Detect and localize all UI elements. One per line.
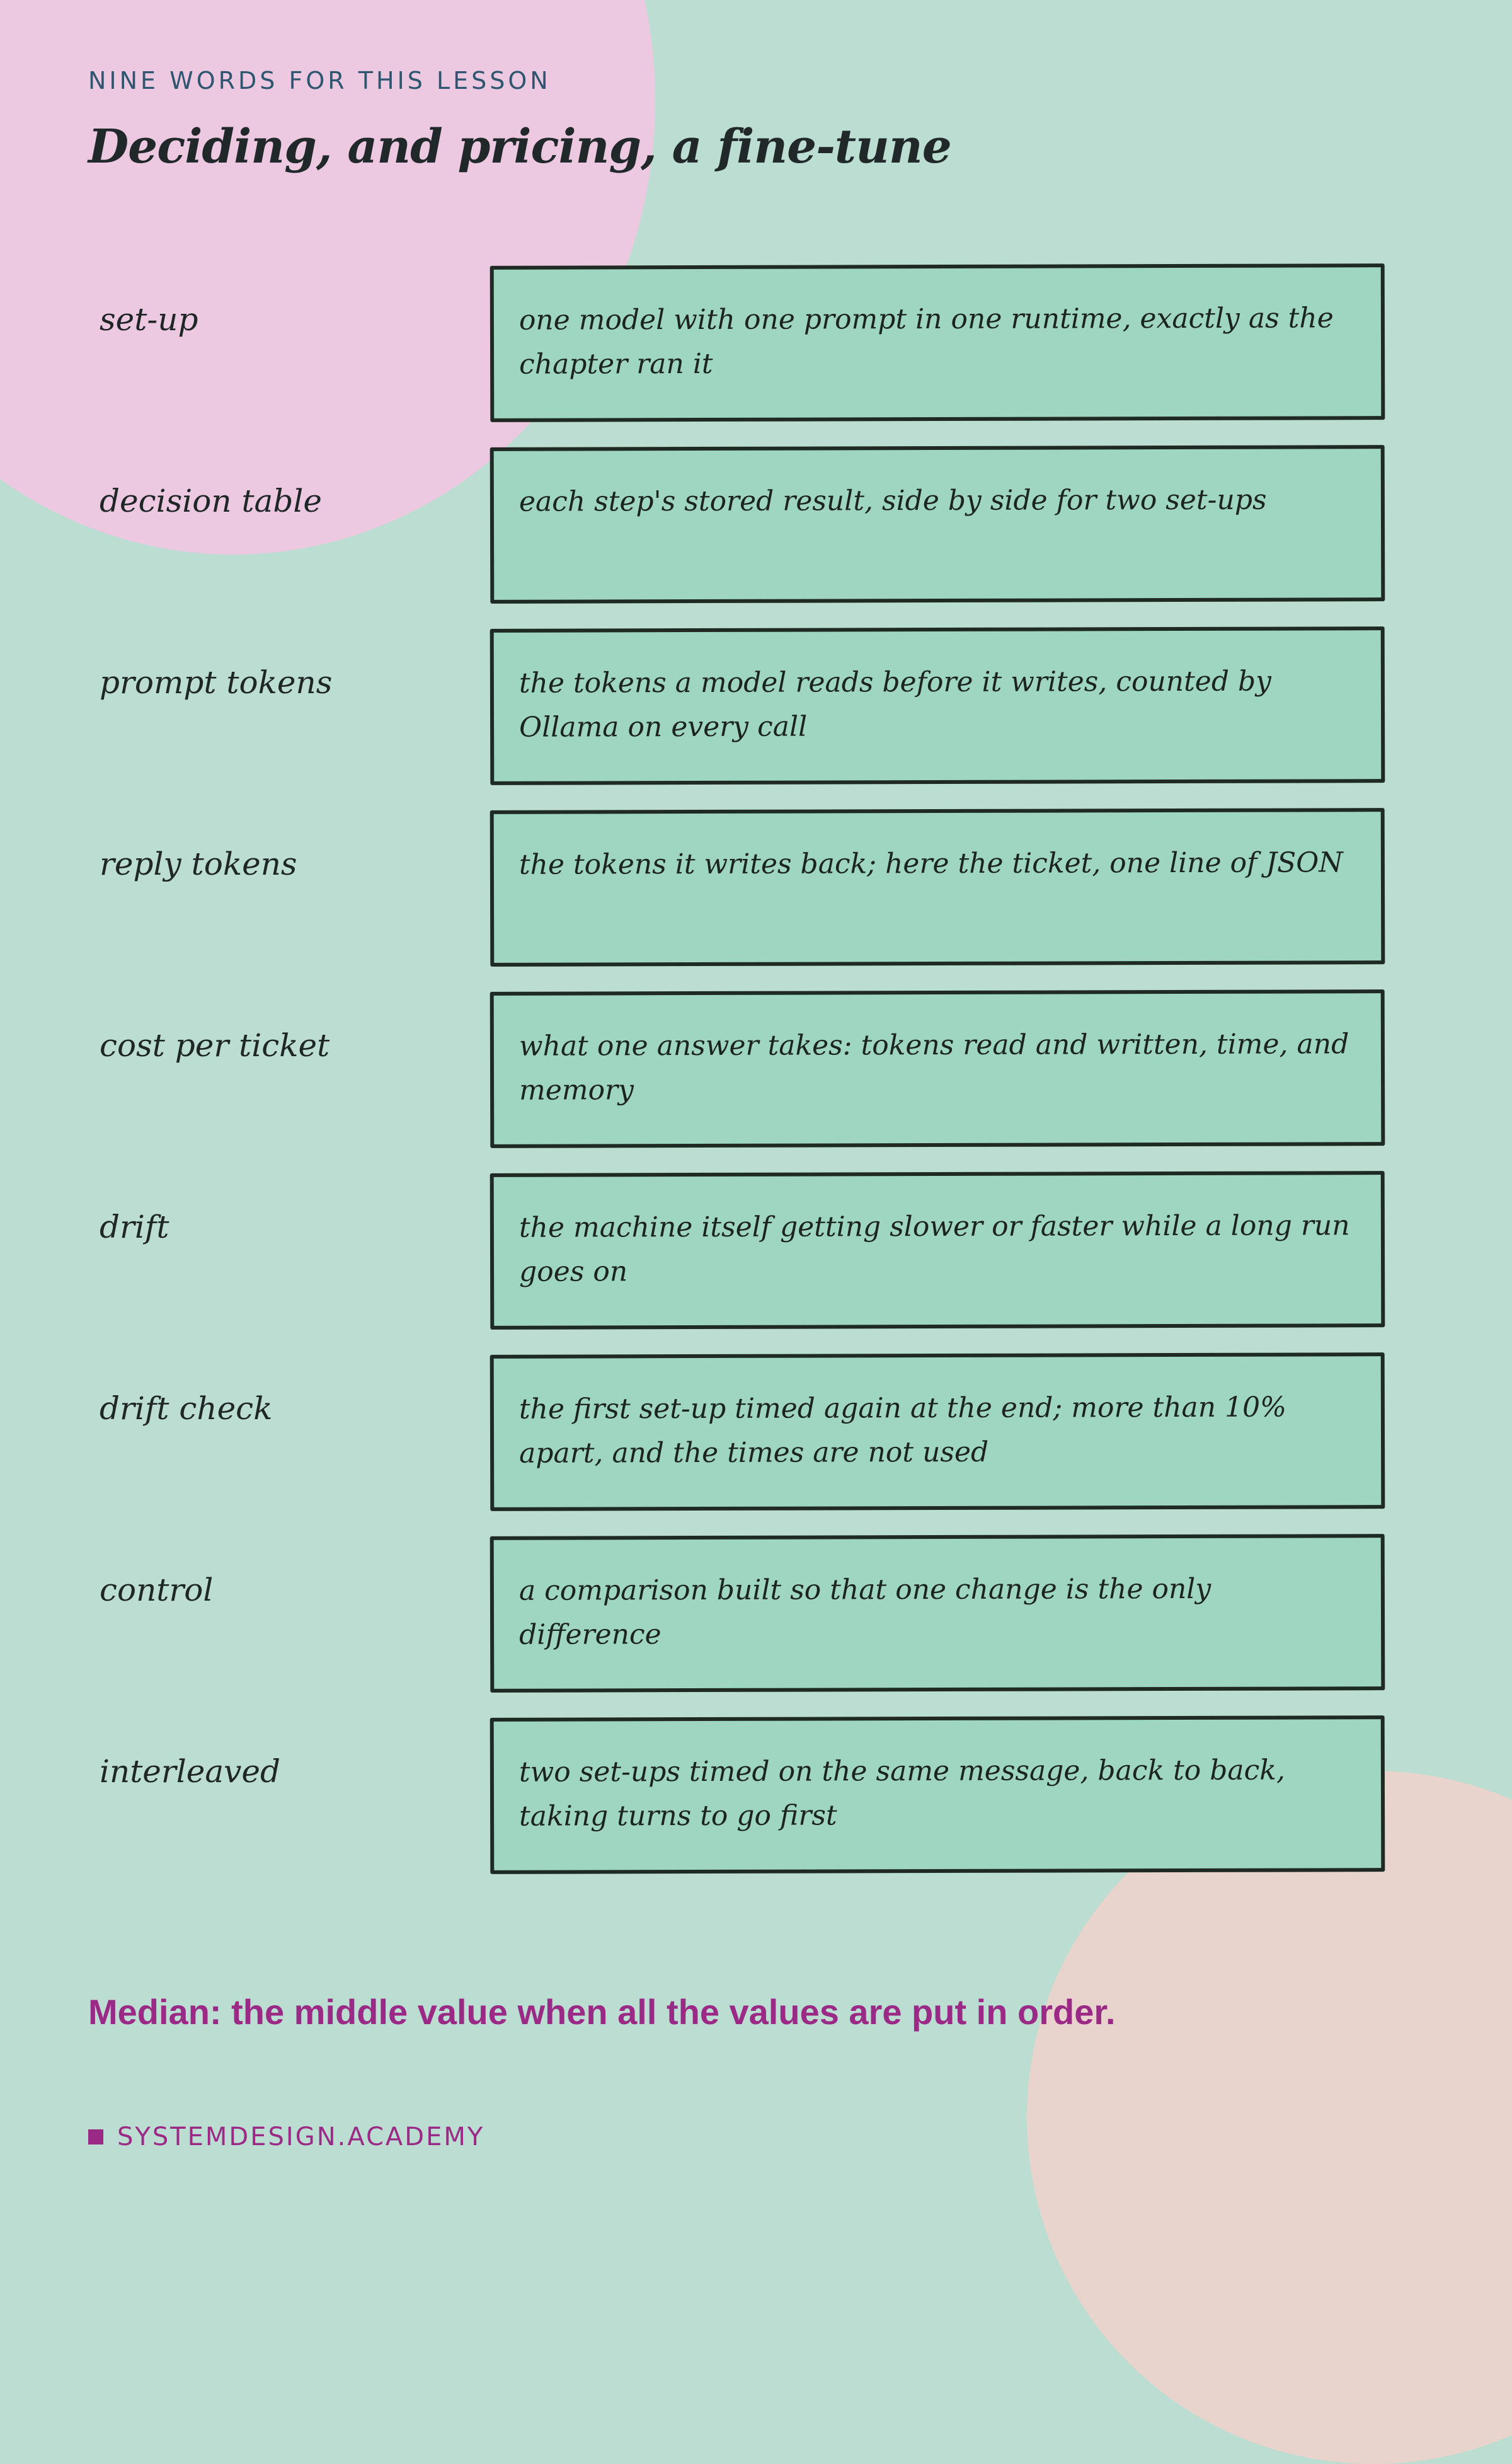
glossary-term: drift xyxy=(100,1209,169,1245)
eyebrow-label: NINE WORDS FOR THIS LESSON xyxy=(88,67,551,95)
definition-card xyxy=(490,808,1385,967)
footer-brand: SYSTEMDESIGN.ACADEMY xyxy=(117,2122,485,2151)
glossary-row xyxy=(0,446,1512,628)
definition-card xyxy=(490,263,1385,422)
glossary-definition: the machine itself getting slower or faster while a long run goes on xyxy=(518,1209,1350,1288)
glossary-term: control xyxy=(100,1572,214,1608)
glossary-term: reply tokens xyxy=(100,846,297,882)
glossary-definition: what one answer takes: tokens read and written, time, and memory xyxy=(518,1028,1349,1107)
glossary-term: drift check xyxy=(100,1390,273,1427)
definition-card xyxy=(490,445,1385,604)
glossary-term: set-up xyxy=(100,301,198,338)
glossary-definition: a comparison built so that one change is the only difference xyxy=(518,1572,1211,1651)
square-icon xyxy=(88,2129,103,2144)
glossary-list xyxy=(0,265,1512,1898)
glossary-row xyxy=(0,628,1512,809)
glossary-row xyxy=(0,265,1512,446)
glossary-definition: the tokens it writes back; here the ticket, one line of JSON xyxy=(518,846,1343,881)
glossary-definition: two set-ups timed on the same message, back to back, taking turns to go first xyxy=(518,1754,1285,1833)
definition-card xyxy=(490,1352,1385,1511)
glossary-term: decision table xyxy=(100,483,322,519)
glossary-row xyxy=(0,809,1512,991)
footer xyxy=(88,2122,484,2151)
glossary-definition: the tokens a model reads before it writes, counted by Ollama on every call xyxy=(518,665,1272,744)
definition-card xyxy=(490,1171,1385,1330)
glossary-row xyxy=(0,1717,1512,1898)
glossary-definition: the first set-up timed again at the end; more than 10% apart, and the times are not used xyxy=(518,1391,1286,1470)
glossary-row xyxy=(0,991,1512,1172)
definition-card xyxy=(490,1715,1385,1874)
median-note: Median: the middle value when all the values are put in order. xyxy=(88,1992,1116,2032)
glossary-definition: one model with one prompt in one runtime, exactly as the chapter ran it xyxy=(518,302,1334,381)
page-title: Deciding, and pricing, a fine-tune xyxy=(88,120,951,174)
glossary-row xyxy=(0,1354,1512,1535)
glossary-term: prompt tokens xyxy=(100,664,333,701)
glossary-row xyxy=(0,1535,1512,1717)
definition-card xyxy=(490,626,1385,785)
definition-card xyxy=(490,989,1385,1148)
definition-card xyxy=(490,1534,1385,1693)
glossary-definition: each step's stored result, side by side for two set-ups xyxy=(518,483,1267,518)
glossary-term: interleaved xyxy=(100,1753,281,1790)
glossary-term: cost per ticket xyxy=(100,1027,330,1064)
glossary-row xyxy=(0,1172,1512,1354)
